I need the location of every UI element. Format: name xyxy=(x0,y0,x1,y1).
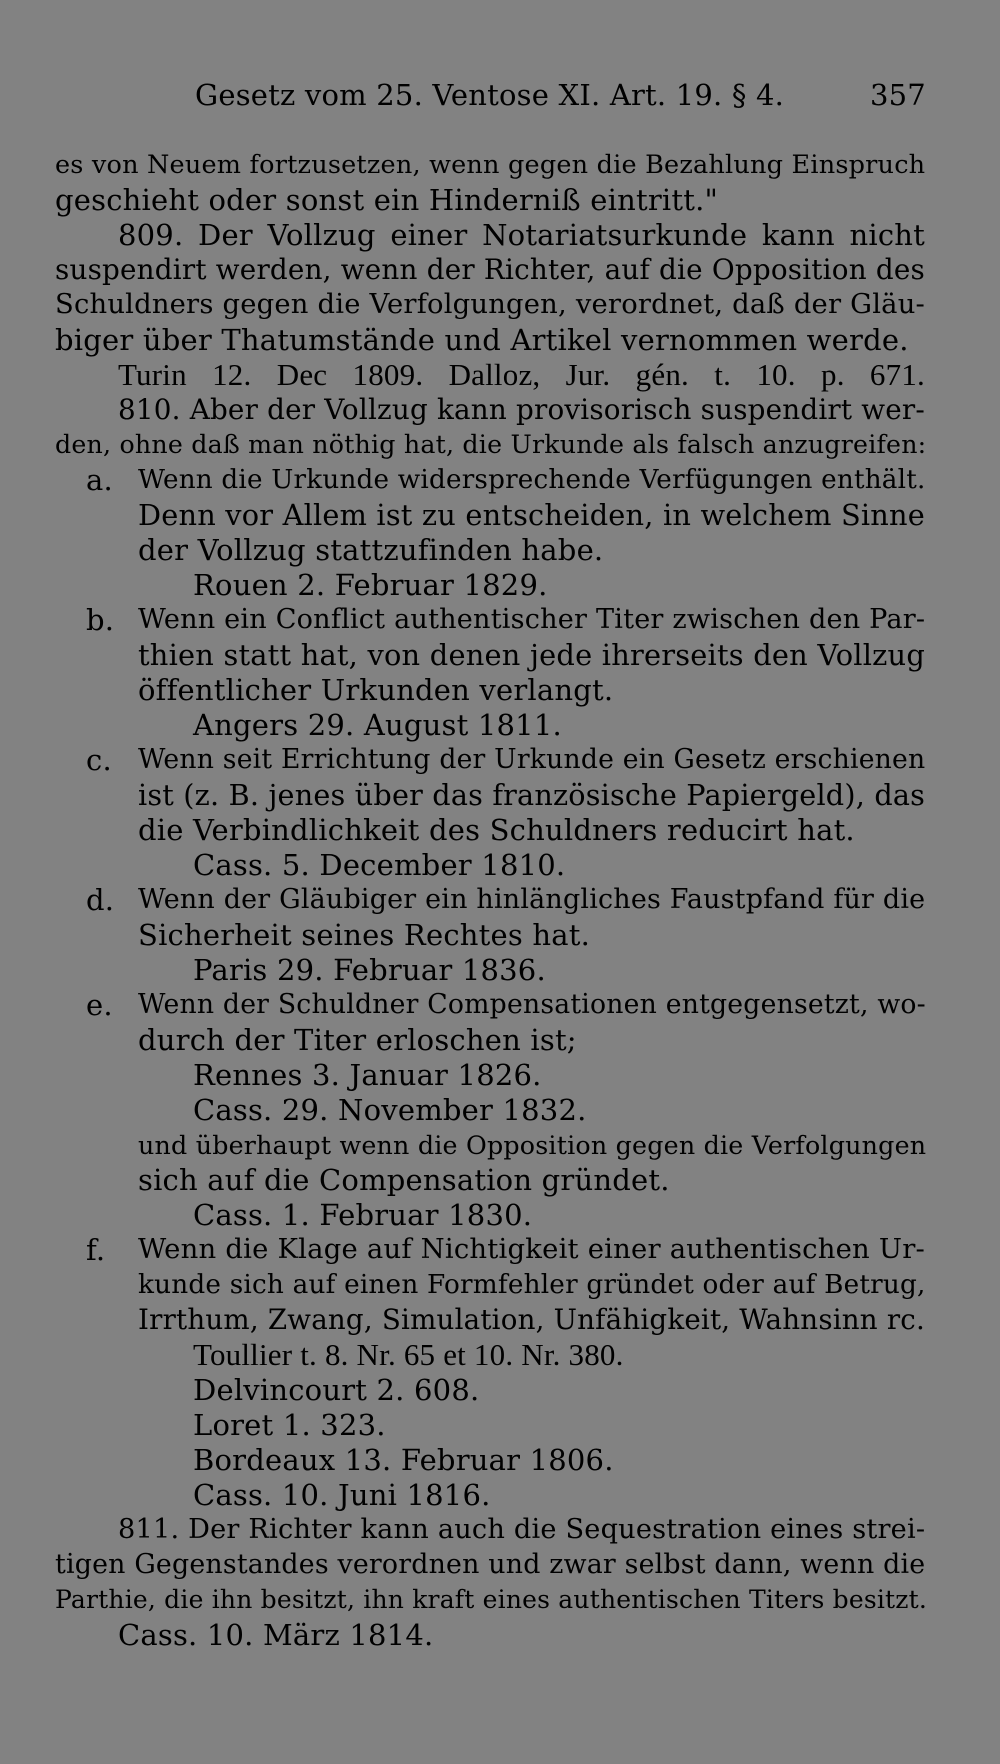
text-line: Rennes 3. Januar 1826. xyxy=(193,1058,542,1092)
text-line: Wenn ein Conflict authentischer Titer zwischen den Par- xyxy=(138,604,926,635)
text-line: Bordeaux 13. Februar 1806. xyxy=(193,1443,614,1477)
text-line: thien statt hat, von denen jede ihrerseits den Vollzug xyxy=(138,638,925,672)
text-line: Cass. 5. December 1810. xyxy=(193,848,566,882)
text-line: tigen Gegenstandes verordnen und zwar selbst dann, wenn die xyxy=(55,1549,926,1580)
text-line: Irrthum, Zwang, Simulation, Unfähigkeit, Wahnsinn rc. xyxy=(138,1303,925,1336)
text-line: 809. Der Vollzug einer Notariatsurkunde kann nicht xyxy=(118,218,925,252)
text-line: biger über Thatumstände und Artikel vernommen werde. xyxy=(55,323,909,357)
text-line: Paris 29. Februar 1836. xyxy=(193,953,546,987)
text-line: ist (z. B. jenes über das französische Papiergeld), das xyxy=(138,778,926,812)
text-line: suspendirt werden, wenn der Richter, auf die Opposition des xyxy=(55,253,925,286)
text-line: Toullier t. 8. Nr. 65 et 10. Nr. 380. xyxy=(193,1337,624,1372)
list-label: f. xyxy=(86,1233,106,1267)
text-line: und überhaupt wenn die Opposition gegen die Verfolgungen xyxy=(138,1130,927,1160)
list-label: e. xyxy=(86,988,113,1022)
list-label: b. xyxy=(86,603,115,637)
list-label: a. xyxy=(86,463,113,497)
text-line: Denn vor Allem ist zu entscheiden, in welchem Sinne xyxy=(138,498,925,532)
text-line: Turin 12. Dec 1809. Dalloz, Jur. gén. t. 10. p. 671. xyxy=(118,357,925,392)
list-label: d. xyxy=(86,883,115,917)
text-line: Sicherheit seines Rechtes hat. xyxy=(138,918,591,952)
text-line: 811. Der Richter kann auch die Sequestration eines strei- xyxy=(118,1514,926,1545)
text-line: kunde sich auf einen Formfehler gründet oder auf Betrug, xyxy=(138,1270,926,1300)
text-line: sich auf die Compensation gründet. xyxy=(138,1163,670,1197)
text-line: 810. Aber der Vollzug kann provisorisch suspendirt wer- xyxy=(118,393,925,426)
text-line: geschieht oder sonst ein Hinderniß eintritt." xyxy=(55,183,719,217)
text-line: es von Neuem fortzusetzen, wenn gegen die Bezahlung Einspruch xyxy=(55,150,926,180)
text-line: Schuldners gegen die Verfolgungen, verordnet, daß der Gläu- xyxy=(55,289,925,320)
text-line: Angers 29. August 1811. xyxy=(193,708,562,742)
text-line: Cass. 10. Juni 1816. xyxy=(193,1478,491,1512)
text-line: Wenn der Schuldner Compensationen entgegensetzt, wo- xyxy=(138,989,926,1020)
header-title: Gesetz vom 25. Ventose XI. Art. 19. § 4. xyxy=(195,78,785,112)
text-line: die Verbindlichkeit des Schuldners reducirt hat. xyxy=(138,813,855,847)
text-line: Delvincourt 2. 608. xyxy=(193,1373,480,1407)
text-line: öffentlicher Urkunden verlangt. xyxy=(138,673,614,707)
text-line: Rouen 2. Februar 1829. xyxy=(193,568,548,602)
text-line: Parthie, die ihn besitzt, ihn kraft eines authentischen Titers besitzt. xyxy=(55,1585,928,1614)
page-number: 357 xyxy=(870,78,926,112)
text-line: der Vollzug stattzufinden habe. xyxy=(138,533,604,567)
text-line: Cass. 10. März 1814. xyxy=(118,1618,434,1652)
list-label: c. xyxy=(86,743,112,777)
text-line: Wenn der Gläubiger ein hinlängliches Faustpfand für die xyxy=(138,884,926,915)
text-line: Cass. 29. November 1832. xyxy=(193,1093,587,1127)
text-line: Wenn die Klage auf Nichtigkeit einer authentischen Ur- xyxy=(138,1234,925,1265)
text-line: Cass. 1. Februar 1830. xyxy=(193,1198,533,1232)
text-line: Loret 1. 323. xyxy=(193,1408,386,1442)
text-line: durch der Titer erloschen ist; xyxy=(138,1023,577,1057)
text-line: den, ohne daß man nöthig hat, die Urkunde als falsch anzugreifen: xyxy=(55,430,927,459)
text-line: Wenn seit Errichtung der Urkunde ein Gesetz erschienen xyxy=(138,744,926,775)
text-line: Wenn die Urkunde widersprechende Verfügungen enthält. xyxy=(138,465,926,495)
